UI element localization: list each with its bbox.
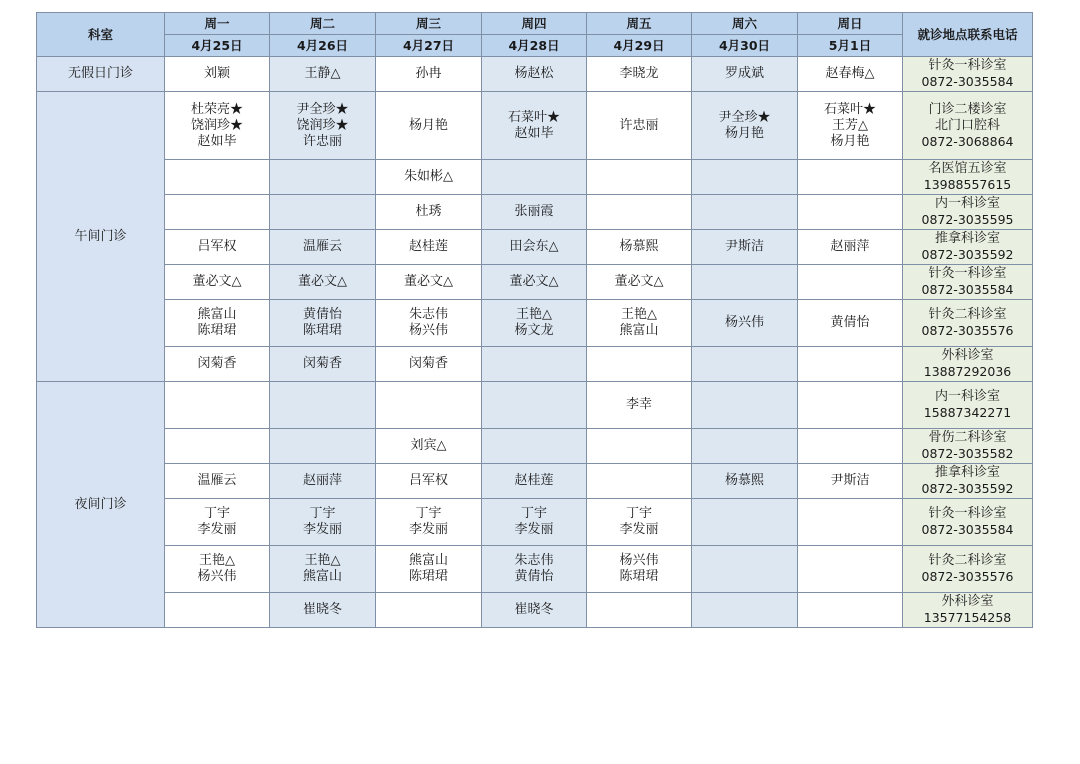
- location-name: 针灸二科诊室: [928, 307, 1007, 322]
- doctor-cell: [587, 593, 692, 628]
- phone-number: 0872-3035592: [921, 247, 1014, 262]
- doctor-name: 田会东△: [509, 239, 559, 254]
- doctor-name: 王艳△: [621, 307, 657, 322]
- doctor-cell: [482, 195, 587, 230]
- doctor-cell: [482, 593, 587, 628]
- doctor-cell: [587, 300, 692, 347]
- doctor-name: 吕军权: [197, 239, 237, 254]
- doctor-cell: [798, 57, 903, 92]
- doctor-cell: [376, 57, 482, 92]
- doctor-cell: [376, 464, 482, 499]
- doctor-name: 丁宇: [625, 506, 652, 521]
- doctor-cell: [798, 499, 903, 546]
- doctor-cell: [587, 265, 692, 300]
- doctor-cell: [587, 546, 692, 593]
- phone-number: 0872-3035584: [921, 74, 1014, 89]
- doctor-name: 熊富山: [408, 553, 448, 568]
- doctor-cell: [165, 230, 270, 265]
- location-name: 内一科诊室: [934, 196, 1000, 211]
- doctor-cell: [270, 499, 376, 546]
- doctor-cell: [165, 593, 270, 628]
- schedule-row: [37, 546, 1033, 593]
- doctor-name: 丁宇: [520, 506, 547, 521]
- doctor-cell: [798, 382, 903, 429]
- doctor-cell: [270, 546, 376, 593]
- header-weekday: 周五: [587, 13, 692, 35]
- doctor-name: 熊富山: [302, 569, 342, 584]
- doctor-name: 陈珺珺: [408, 569, 448, 584]
- doctor-cell: [482, 265, 587, 300]
- schedule-row: [37, 92, 1033, 160]
- doctor-name: 许忠丽: [302, 133, 342, 149]
- doctor-name: 赵丽萍: [830, 239, 870, 254]
- doctor-name: 王静△: [304, 66, 341, 81]
- header-date: 5月1日: [798, 35, 903, 57]
- doctor-name: 陈珺珺: [302, 323, 342, 338]
- department-name: 无假日门诊: [37, 57, 165, 92]
- schedule-row: [37, 464, 1033, 499]
- location-name: 内一科诊室: [934, 389, 1000, 404]
- doctor-cell: [798, 593, 903, 628]
- location-cell: [903, 160, 1033, 195]
- department-name: 午间门诊: [37, 92, 165, 382]
- doctor-name: 陈珺珺: [619, 569, 659, 584]
- doctor-cell: [165, 92, 270, 160]
- doctor-name: 石菜叶★: [823, 101, 876, 117]
- doctor-cell: [165, 429, 270, 464]
- doctor-cell: [482, 347, 587, 382]
- doctor-name: 丁宇: [415, 506, 442, 521]
- header-weekday: 周三: [376, 13, 482, 35]
- schedule-row: [37, 265, 1033, 300]
- doctor-cell: [165, 160, 270, 195]
- header-date: 4月26日: [270, 35, 376, 57]
- doctor-name: 李发丽: [514, 522, 554, 537]
- doctor-cell: [692, 195, 798, 230]
- doctor-name: 杨兴伟: [408, 323, 448, 338]
- doctor-name: 李发丽: [408, 522, 448, 537]
- header-location: 就诊地点联系电话: [903, 13, 1033, 57]
- doctor-cell: [482, 92, 587, 160]
- doctor-name: 杨慕熙: [619, 239, 659, 254]
- doctor-name: 赵桂莲: [408, 239, 448, 254]
- doctor-name: 杨慕熙: [724, 473, 764, 488]
- doctor-cell: [165, 464, 270, 499]
- header-date: 4月29日: [587, 35, 692, 57]
- doctor-cell: [587, 464, 692, 499]
- doctor-cell: [376, 382, 482, 429]
- doctor-name: 杨文龙: [514, 323, 554, 338]
- doctor-name: 李幸: [625, 397, 652, 412]
- schedule-row: [37, 230, 1033, 265]
- doctor-name: 杨赵松: [514, 66, 554, 81]
- phone-number: 0872-3035582: [921, 446, 1014, 461]
- doctor-cell: [692, 464, 798, 499]
- location-name: 骨伤二科诊室: [928, 430, 1007, 445]
- location-name: 名医馆五诊室: [928, 161, 1007, 176]
- location-cell: [903, 57, 1033, 92]
- doctor-cell: [692, 499, 798, 546]
- doctor-cell: [587, 429, 692, 464]
- doctor-cell: [270, 429, 376, 464]
- doctor-cell: [165, 382, 270, 429]
- location-name: 外科诊室: [941, 348, 994, 363]
- doctor-cell: [482, 499, 587, 546]
- doctor-name: 朱如彬△: [404, 169, 453, 184]
- phone-number: 0872-3035584: [921, 522, 1014, 537]
- doctor-name: 赵如毕: [197, 133, 237, 149]
- schedule-row: [37, 499, 1033, 546]
- location-cell: [903, 265, 1033, 300]
- doctor-name: 董必文△: [404, 274, 453, 289]
- doctor-cell: [692, 265, 798, 300]
- location-cell: [903, 464, 1033, 499]
- doctor-name: 孙冉: [415, 66, 442, 81]
- location-name: 针灸一科诊室: [928, 58, 1007, 73]
- doctor-name: 温雁云: [197, 473, 237, 488]
- schedule-table: [36, 12, 1033, 628]
- doctor-name: 杨月艳: [724, 125, 764, 141]
- doctor-name: 赵桂莲: [514, 473, 554, 488]
- doctor-cell: [376, 499, 482, 546]
- doctor-cell: [692, 230, 798, 265]
- phone-number: 0872-3035576: [921, 323, 1014, 338]
- doctor-cell: [376, 160, 482, 195]
- doctor-cell: [376, 347, 482, 382]
- doctor-name: 吕军权: [408, 473, 448, 488]
- doctor-name: 石菜叶★: [507, 109, 560, 125]
- location-name: 针灸一科诊室: [928, 506, 1007, 521]
- doctor-cell: [798, 195, 903, 230]
- doctor-name: 饶润珍★: [190, 117, 243, 133]
- doctor-name: 杨月艳: [408, 117, 448, 133]
- doctor-cell: [270, 230, 376, 265]
- phone-number: 0872-3068864: [921, 133, 1014, 149]
- doctor-name: 张丽霞: [514, 204, 554, 219]
- schedule-row: [37, 382, 1033, 429]
- header-date: 4月27日: [376, 35, 482, 57]
- doctor-name: 丁宇: [203, 506, 230, 521]
- schedule-body: [37, 57, 1033, 628]
- doctor-name: 李发丽: [619, 522, 659, 537]
- doctor-cell: [798, 92, 903, 160]
- doctor-cell: [165, 265, 270, 300]
- doctor-cell: [798, 300, 903, 347]
- doctor-name: 陈珺珺: [197, 323, 237, 338]
- phone-number: 13577154258: [923, 610, 1012, 625]
- doctor-name: 王艳△: [516, 307, 552, 322]
- doctor-name: 杨兴伟: [619, 553, 659, 568]
- location-cell: [903, 347, 1033, 382]
- doctor-name: 赵丽萍: [302, 473, 342, 488]
- doctor-cell: [376, 265, 482, 300]
- doctor-cell: [587, 57, 692, 92]
- doctor-name: 董必文△: [509, 274, 559, 289]
- doctor-name: 尹斯洁: [830, 473, 870, 488]
- doctor-cell: [376, 593, 482, 628]
- schedule-row: [37, 160, 1033, 195]
- schedule-row: [37, 429, 1033, 464]
- header-weekday: 周一: [165, 13, 270, 35]
- doctor-cell: [270, 464, 376, 499]
- doctor-name: 黄倩怡: [302, 307, 342, 322]
- doctor-name: 杨兴伟: [197, 569, 237, 584]
- doctor-cell: [270, 265, 376, 300]
- location-cell: [903, 593, 1033, 628]
- doctor-cell: [587, 195, 692, 230]
- doctor-cell: [692, 382, 798, 429]
- doctor-cell: [482, 230, 587, 265]
- doctor-name: 杨兴伟: [724, 315, 764, 330]
- header-weekday: 周六: [692, 13, 798, 35]
- doctor-cell: [270, 57, 376, 92]
- doctor-cell: [270, 347, 376, 382]
- doctor-cell: [270, 195, 376, 230]
- doctor-cell: [376, 195, 482, 230]
- location-name: 推拿科诊室: [934, 465, 1000, 480]
- doctor-cell: [692, 429, 798, 464]
- doctor-cell: [692, 92, 798, 160]
- doctor-cell: [270, 300, 376, 347]
- doctor-cell: [270, 160, 376, 195]
- doctor-cell: [798, 429, 903, 464]
- doctor-cell: [376, 230, 482, 265]
- header-weekday: 周日: [798, 13, 903, 35]
- doctor-cell: [798, 230, 903, 265]
- doctor-cell: [692, 347, 798, 382]
- doctor-name: 赵春梅△: [825, 66, 875, 81]
- phone-number: 13887292036: [923, 364, 1012, 379]
- doctor-cell: [376, 546, 482, 593]
- doctor-name: 杨月艳: [830, 133, 870, 149]
- doctor-cell: [165, 347, 270, 382]
- doctor-name: 李晓龙: [619, 66, 659, 81]
- location-name: 针灸二科诊室: [928, 553, 1007, 568]
- phone-number: 13988557615: [923, 177, 1012, 192]
- doctor-cell: [692, 160, 798, 195]
- doctor-name: 王艳△: [304, 553, 341, 568]
- doctor-cell: [165, 57, 270, 92]
- doctor-cell: [692, 546, 798, 593]
- doctor-name: 王芳△: [832, 117, 868, 133]
- doctor-cell: [482, 464, 587, 499]
- doctor-name: 董必文△: [614, 274, 664, 289]
- schedule-row: [37, 57, 1033, 92]
- location-cell: [903, 195, 1033, 230]
- header-weekday: 周二: [270, 13, 376, 35]
- doctor-name: 崔晓冬: [514, 602, 554, 617]
- location-cell: [903, 382, 1033, 429]
- doctor-cell: [798, 265, 903, 300]
- doctor-name: 闵菊香: [197, 356, 237, 371]
- doctor-name: 黄倩怡: [514, 569, 554, 584]
- location-name: 推拿科诊室: [934, 231, 1000, 246]
- schedule-row: [37, 593, 1033, 628]
- doctor-name: 闵菊香: [408, 356, 448, 371]
- header-date: 4月28日: [482, 35, 587, 57]
- doctor-name: 赵如毕: [514, 125, 554, 141]
- schedule-row: [37, 300, 1033, 347]
- doctor-name: 熊富山: [197, 307, 237, 322]
- phone-number: 0872-3035584: [921, 282, 1014, 297]
- location-name: 门诊二楼诊室: [928, 101, 1007, 117]
- doctor-name: 杜琇: [415, 204, 442, 219]
- doctor-cell: [798, 160, 903, 195]
- header-dept: 科室: [37, 13, 165, 57]
- doctor-cell: [165, 499, 270, 546]
- department-name: 夜间门诊: [37, 382, 165, 628]
- doctor-name: 尹全珍★: [718, 109, 771, 125]
- phone-number: 0872-3035595: [921, 212, 1014, 227]
- doctor-name: 李发丽: [302, 522, 342, 537]
- doctor-name: 熊富山: [619, 323, 659, 338]
- location-cell: [903, 499, 1033, 546]
- doctor-name: 刘宾△: [410, 438, 447, 453]
- doctor-cell: [270, 382, 376, 429]
- schedule-row: [37, 347, 1033, 382]
- location-cell: [903, 230, 1033, 265]
- doctor-cell: [692, 300, 798, 347]
- doctor-name: 饶润珍★: [296, 117, 349, 133]
- doctor-cell: [587, 347, 692, 382]
- doctor-name: 尹全珍★: [296, 101, 349, 117]
- doctor-name: 尹斯洁: [724, 239, 764, 254]
- location-cell: [903, 546, 1033, 593]
- doctor-name: 刘颖: [203, 66, 230, 81]
- doctor-cell: [482, 160, 587, 195]
- doctor-cell: [376, 300, 482, 347]
- doctor-cell: [587, 499, 692, 546]
- location-cell: [903, 300, 1033, 347]
- schedule-row: [37, 195, 1033, 230]
- location-name: 北门口腔科: [934, 117, 1000, 133]
- doctor-cell: [482, 382, 587, 429]
- doctor-cell: [587, 92, 692, 160]
- location-name: 针灸一科诊室: [928, 266, 1007, 281]
- doctor-name: 崔晓冬: [302, 602, 342, 617]
- doctor-cell: [482, 546, 587, 593]
- phone-number: 15887342271: [923, 405, 1012, 420]
- doctor-name: 董必文△: [192, 274, 242, 289]
- doctor-cell: [482, 429, 587, 464]
- doctor-name: 董必文△: [298, 274, 347, 289]
- doctor-cell: [165, 195, 270, 230]
- doctor-name: 闵菊香: [302, 356, 342, 371]
- header-date: 4月30日: [692, 35, 798, 57]
- doctor-name: 罗成斌: [724, 66, 764, 81]
- doctor-cell: [587, 230, 692, 265]
- doctor-cell: [798, 464, 903, 499]
- header-weekday: 周四: [482, 13, 587, 35]
- doctor-name: 朱志伟: [408, 307, 448, 322]
- doctor-cell: [270, 593, 376, 628]
- phone-number: 0872-3035592: [921, 481, 1014, 496]
- doctor-cell: [165, 546, 270, 593]
- location-cell: [903, 92, 1033, 160]
- doctor-cell: [482, 300, 587, 347]
- doctor-cell: [798, 347, 903, 382]
- location-cell: [903, 429, 1033, 464]
- doctor-name: 朱志伟: [514, 553, 554, 568]
- doctor-cell: [270, 92, 376, 160]
- doctor-cell: [376, 92, 482, 160]
- doctor-cell: [482, 57, 587, 92]
- doctor-cell: [692, 593, 798, 628]
- doctor-cell: [587, 382, 692, 429]
- doctor-name: 王艳△: [199, 553, 235, 568]
- doctor-name: 丁宇: [309, 506, 336, 521]
- doctor-name: 李发丽: [197, 522, 237, 537]
- doctor-name: 许忠丽: [619, 117, 659, 133]
- doctor-cell: [798, 546, 903, 593]
- doctor-name: 杜荣亮★: [190, 101, 243, 117]
- doctor-cell: [587, 160, 692, 195]
- doctor-cell: [165, 300, 270, 347]
- doctor-name: 温雁云: [302, 239, 342, 254]
- location-name: 外科诊室: [941, 594, 994, 609]
- doctor-name: 黄倩怡: [830, 315, 870, 330]
- header-date: 4月25日: [165, 35, 270, 57]
- doctor-cell: [692, 57, 798, 92]
- doctor-cell: [376, 429, 482, 464]
- phone-number: 0872-3035576: [921, 569, 1014, 584]
